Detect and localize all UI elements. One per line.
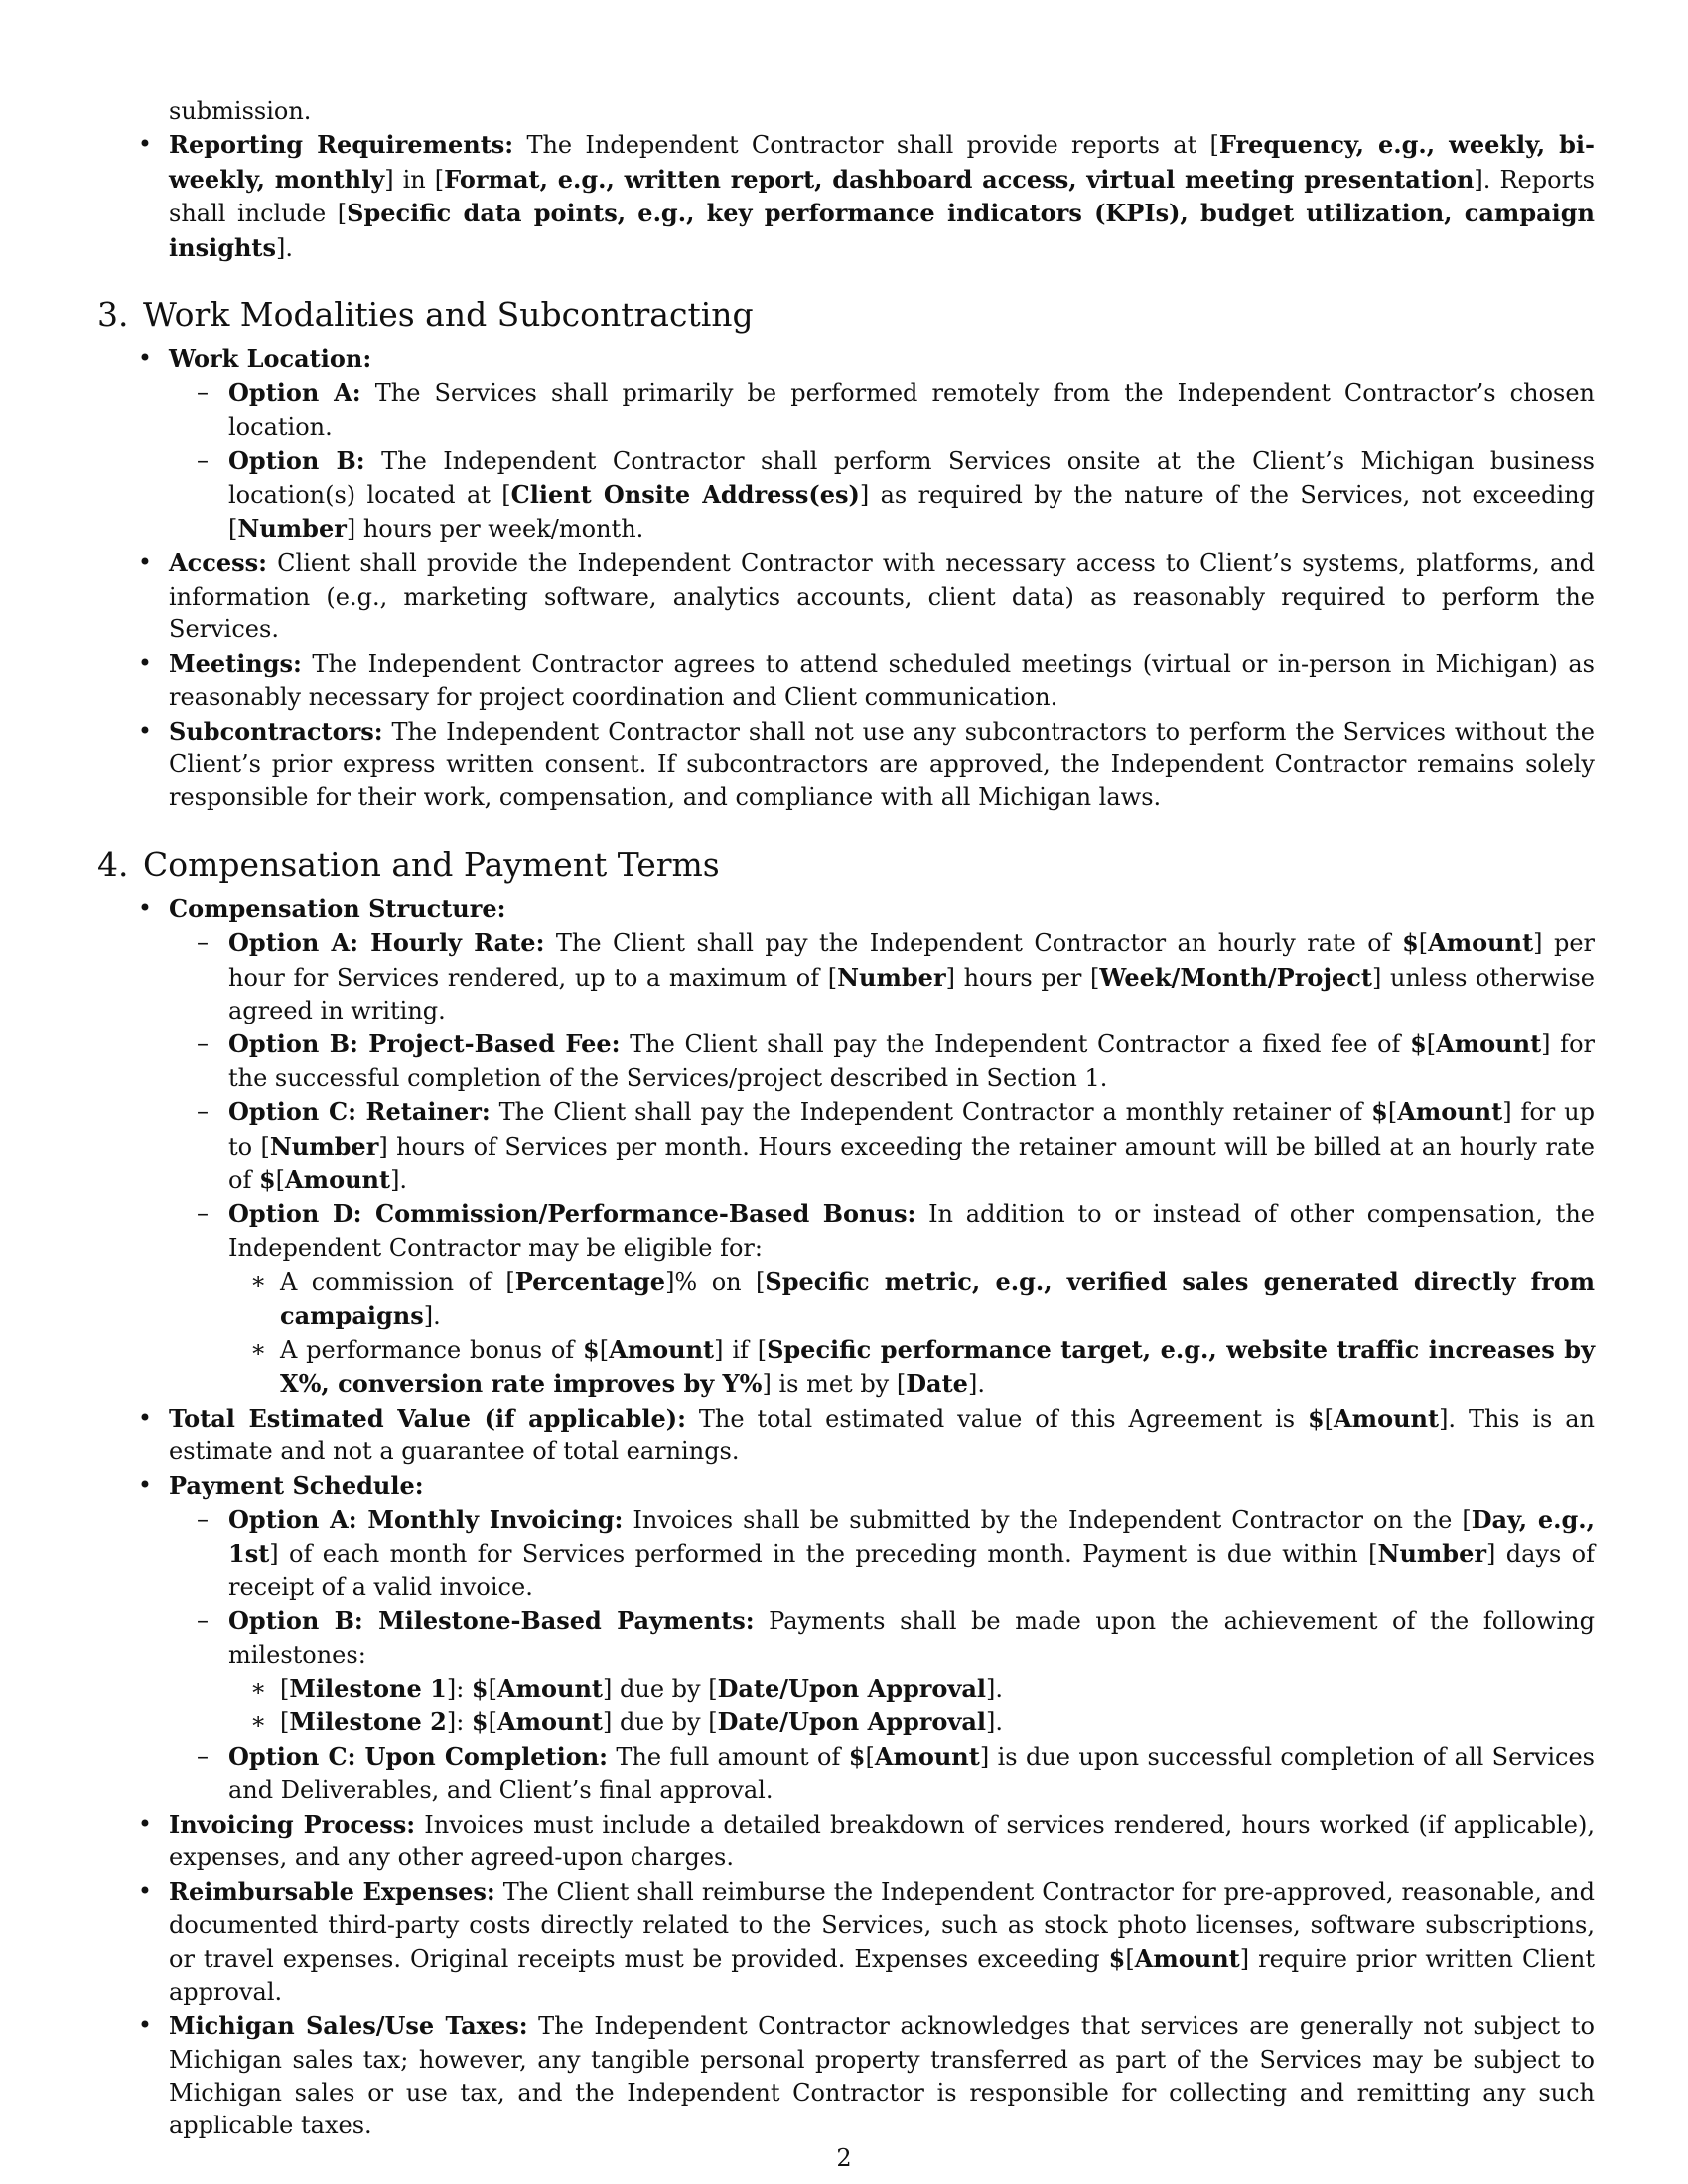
- section-3-list: [97, 342, 1595, 815]
- list-item-commission: ∗ A commission of [Percentage]% on [Specific metric, e.g., verified sales generated directly from campaigns].: [250, 1267, 1595, 1330]
- section-title: Work Modalities and Subcontracting: [143, 295, 754, 335]
- section-title: Compensation and Payment Terms: [143, 844, 720, 884]
- list-item-invoicing-process: • Invoicing Process: Invoices must include a detailed breakdown of services rendered, hours worked (if applicable), expenses, and any other agreed-upon charges.: [97, 1808, 1595, 1875]
- list-item-option-a-hourly: – Option A: Hourly Rate: The Client shall pay the Independent Contractor an hourly rate of $[Amount] per hour for Services rendered, up to a maximum of [Number] hours per [Week/Month/Project] unless otherwise agreed in writing.: [169, 926, 1595, 1027]
- list-item-option-b: – Option B: The Independent Contractor shall perform Services onsite at the Client’s Michigan business location(s) located at [Client Onsite Address(es)] as required by the nature of the Services, not exceeding [Number] hours per week/month.: [169, 444, 1595, 546]
- list-item-milestone-1: ∗ [Milestone 1]: $[Amount] due by [Date/Upon Approval].: [228, 1672, 1595, 1706]
- list-item-meetings: • Meetings: The Independent Contractor agrees to attend scheduled meetings (virtual or in-person in Michigan) as reasonably necessary for project coordination and Client communication.: [97, 647, 1595, 715]
- star-marker: ∗: [250, 1674, 267, 1703]
- list-item-performance-bonus: ∗ A performance bonus of $[Amount] if [Specific performance target, e.g., website traffic increases by X%, conversion rate improves by Y%] is met by [Date].: [250, 1335, 1596, 1399]
- section-4-list: [97, 892, 1595, 2143]
- section-number: 3.: [97, 295, 129, 335]
- list-item-total-estimated-value: • Total Estimated Value (if applicable): The total estimated value of this Agreement is $[Amount]. This is an estimate and not a guarantee of total earnings.: [97, 1402, 1595, 1469]
- bullet-marker: •: [137, 344, 153, 373]
- milestone-subitems: [228, 1672, 1595, 1740]
- bullet-marker: •: [137, 1876, 153, 1905]
- dash-marker: –: [197, 1097, 209, 1126]
- list-item-reporting-requirements: • Reporting Requirements: The Independent Contractor shall provide reports at [Frequency, e.g., weekly, bi-weekly, monthly] in [Format, e.g., written report, dashboard access, virtual meeting presentation]. Reports shall include [Specific data points, e.g., key performance indicators (KPIs), budget utilization, campaign insights].: [97, 128, 1595, 265]
- list-item-option-d-commission: – Option D: Commission/Performance-Based Bonus: In addition to or instead of other compensation, the Independent Contractor may be eligible for: ∗ A commission of [Percentage]% on [Specific metric, e.g., verified sales generated directly from campaigns]. ∗ A performance bonus of $[Amount] if [Specific performance target, e.g., website traffic increases by X%, conversion rate improves by Y%] is met by [Date].: [169, 1197, 1595, 1401]
- list-item-option-a-monthly: – Option A: Monthly Invoicing: Invoices shall be submitted by the Independent Contractor on the [Day, e.g., 1st] of each month for Services performed in the preceding month. Payment is due within [Number] days of receipt of a valid invoice.: [169, 1503, 1595, 1604]
- list-item-option-c-completion: – Option C: Upon Completion: The full amount of $[Amount] is due upon successful completion of all Services and Deliverables, and Client’s final approval.: [169, 1740, 1595, 1808]
- dash-marker: –: [197, 446, 209, 475]
- dash-marker: –: [197, 1029, 209, 1058]
- item-label: Michigan Sales/Use Taxes:: [169, 2011, 528, 2041]
- item-label: Reporting Requirements:: [169, 130, 514, 160]
- dash-marker: –: [197, 1505, 209, 1534]
- star-marker: ∗: [250, 1335, 267, 1363]
- item-label: Reimbursable Expenses:: [169, 1876, 495, 1906]
- item-label: Subcontractors:: [169, 716, 383, 746]
- bullet-marker: •: [137, 648, 153, 677]
- list-item-option-b-project-fee: – Option B: Project-Based Fee: The Client shall pay the Independent Contractor a fixed fee of $[Amount] for the successful completion of the Services/project described in Section 1.: [169, 1027, 1595, 1095]
- star-marker: ∗: [250, 1707, 267, 1736]
- commission-subitems: [228, 1265, 1595, 1402]
- dash-marker: –: [197, 1741, 209, 1770]
- section-3-heading: [97, 295, 1595, 335]
- compensation-options: [169, 926, 1595, 1402]
- list-item-subcontractors: • Subcontractors: The Independent Contractor shall not use any subcontractors to perform the Services without the Client’s prior express written consent. If subcontractors are approved, the Independent Contractor remains solely responsible for their work, compensation, and compliance with all Michigan laws.: [97, 715, 1595, 815]
- bullet-marker: •: [137, 548, 153, 577]
- work-location-options: [169, 376, 1595, 546]
- bullet-marker: •: [137, 716, 153, 745]
- bullet-marker: •: [137, 1809, 153, 1838]
- dash-marker: –: [197, 378, 209, 407]
- list-item-option-b-milestones: – Option B: Milestone-Based Payments: Payments shall be made upon the achievement of the following milestones: ∗ [Milestone 1]: $[Amount] due by [Date/Upon Approval]. ∗ [Milestone 2]: $[Amount] due by [Date/Upon Approval].: [169, 1604, 1595, 1740]
- carry-over-text: submission.: [169, 97, 312, 125]
- bullet-marker: •: [137, 893, 153, 922]
- star-marker: ∗: [250, 1267, 267, 1296]
- dash-marker: –: [197, 1199, 209, 1228]
- bullet-marker: •: [137, 1403, 153, 1432]
- list-item-option-a: – Option A: The Services shall primarily be performed remotely from the Independent Contractor’s chosen location.: [169, 376, 1595, 444]
- dash-marker: –: [197, 1606, 209, 1635]
- list-item-work-location: [97, 342, 1595, 546]
- bullet-marker: •: [137, 2011, 153, 2040]
- bullet-marker: •: [137, 1470, 153, 1499]
- list-item-michigan-taxes: • Michigan Sales/Use Taxes: The Independent Contractor acknowledges that services are generally not subject to Michigan sales tax; however, any tangible personal property transferred as part of the Services may be subject to Michigan sales or use tax, and the Independent Contractor is responsible for collecting and remitting any such applicable taxes.: [97, 2009, 1595, 2143]
- document-page: [97, 95, 1595, 2143]
- reporting-list: [97, 128, 1595, 265]
- list-item-milestone-2: ∗ [Milestone 2]: $[Amount] due by [Date/Upon Approval].: [228, 1706, 1595, 1739]
- bullet-marker: •: [137, 130, 153, 159]
- item-label: Compensation Structure:: [169, 893, 506, 923]
- list-item-option-c-retainer: – Option C: Retainer: The Client shall pay the Independent Contractor a monthly retainer of $[Amount] for up to [Number] hours of Services per month. Hours exceeding the retainer amount will be billed at an hourly rate of $[Amount].: [169, 1095, 1595, 1197]
- dash-marker: –: [197, 928, 209, 957]
- payment-schedule-options: [169, 1503, 1595, 1808]
- section-4-heading: [97, 845, 1595, 885]
- item-label: Invoicing Process:: [169, 1809, 416, 1839]
- page-number: 2: [836, 2144, 852, 2172]
- list-item-reimbursable-expenses: • Reimbursable Expenses: The Client shall reimburse the Independent Contractor for pre-approved, reasonable, and documented third-party costs directly related to the Services, such as stock photo licenses, software subscriptions, or travel expenses. Original receipts must be provided. Expenses exceeding $[Amount] require prior written Client approval.: [97, 1875, 1595, 2010]
- item-label: Payment Schedule:: [169, 1470, 424, 1500]
- item-label: Work Location:: [169, 344, 372, 374]
- list-item-compensation-structure: [97, 892, 1595, 1402]
- item-label: Access:: [169, 548, 267, 578]
- list-item-payment-schedule: [97, 1469, 1595, 1808]
- list-item-access: • Access: Client shall provide the Independent Contractor with necessary access to Client’s systems, platforms, and information (e.g., marketing software, analytics accounts, client data) as reasonably required to perform the Services.: [97, 546, 1595, 646]
- section-number: 4.: [97, 844, 129, 884]
- item-label: Meetings:: [169, 648, 302, 678]
- item-label: Total Estimated Value (if applicable):: [169, 1403, 686, 1433]
